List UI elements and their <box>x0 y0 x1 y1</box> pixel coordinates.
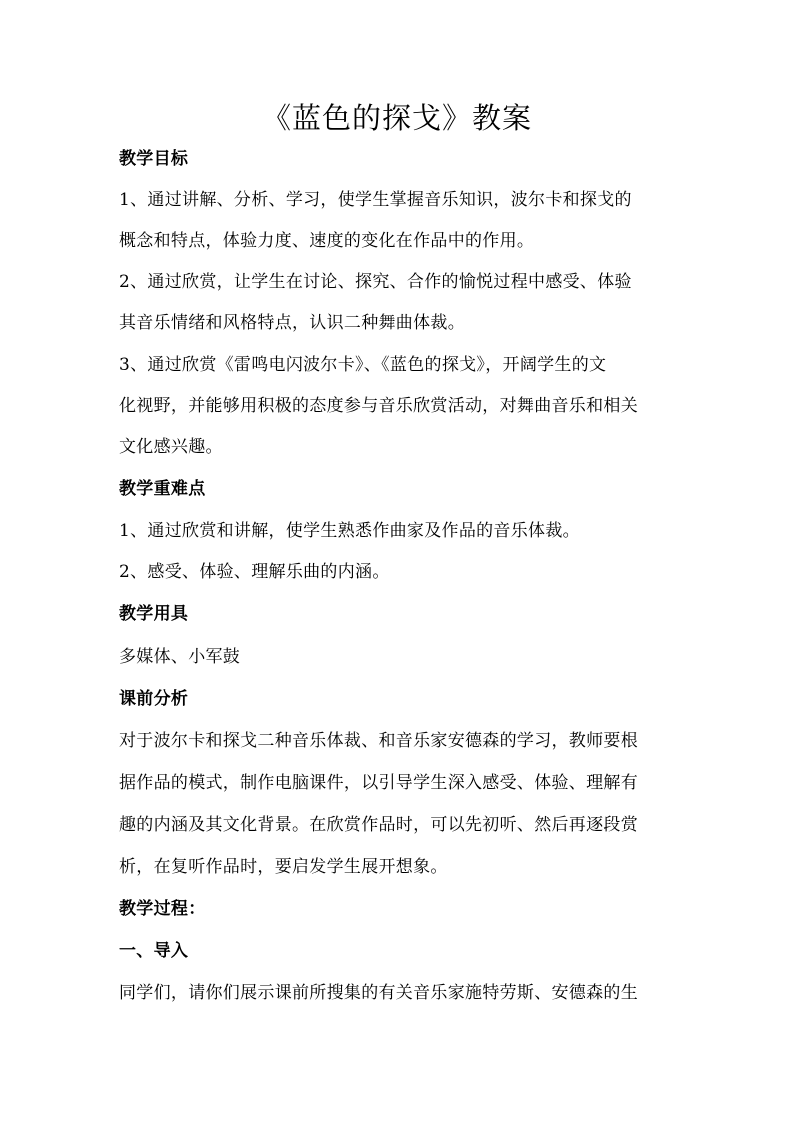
paragraph-line: 1、通过讲解、分析、学习，使学生掌握音乐知识，波尔卡和探戈的 <box>119 190 632 210</box>
paragraph-line: 同学们，请你们展示课前所搜集的有关音乐家施特劳斯、安德森的生 <box>119 983 638 1003</box>
paragraph-line: 化视野，并能够用积极的态度参与音乐欣赏活动，对舞曲音乐和相关 <box>119 396 638 416</box>
paragraph-line: 概念和特点，体验力度、速度的变化在作品中的作用。 <box>119 231 535 251</box>
paragraph-line: 析，在复听作品时，要启发学生展开想象。 <box>119 857 448 877</box>
paragraph-line: 多媒体、小军鼓 <box>119 647 241 667</box>
paragraph-line: 据作品的模式，制作电脑课件，以引导学生深入感受、体验、理解有 <box>119 773 638 793</box>
section-heading-intro: 一、导入 <box>119 941 189 961</box>
section-heading-process: 教学过程： <box>119 899 206 919</box>
paragraph-line: 2、通过欣赏，让学生在讨论、探究、合作的愉悦过程中感受、体验 <box>119 272 632 292</box>
paragraph-line: 其音乐情绪和风格特点，认识二种舞曲体裁。 <box>119 313 465 333</box>
section-heading-tools: 教学用具 <box>119 604 189 624</box>
document-title: 《蓝色的探戈》教案 <box>261 101 532 135</box>
paragraph-line: 1、通过欣赏和讲解，使学生熟悉作曲家及作品的音乐体裁。 <box>119 521 580 541</box>
paragraph-line: 对于波尔卡和探戈二种音乐体裁、和音乐家安德森的学习，教师要根 <box>119 731 638 751</box>
paragraph-line: 3、通过欣赏《雷鸣电闪波尔卡》、《蓝色的探戈》，开阔学生的文 <box>119 355 607 375</box>
section-heading-key-points: 教学重难点 <box>119 479 206 499</box>
section-heading-goals: 教学目标 <box>119 149 189 169</box>
paragraph-line: 文化感兴趣。 <box>119 437 223 457</box>
paragraph-line: 2、感受、体验、理解乐曲的内涵。 <box>119 562 390 582</box>
paragraph-line: 趣的内涵及其文化背景。在欣赏作品时，可以先初听、然后再逐段赏 <box>119 815 638 835</box>
section-heading-analysis: 课前分析 <box>119 689 189 709</box>
